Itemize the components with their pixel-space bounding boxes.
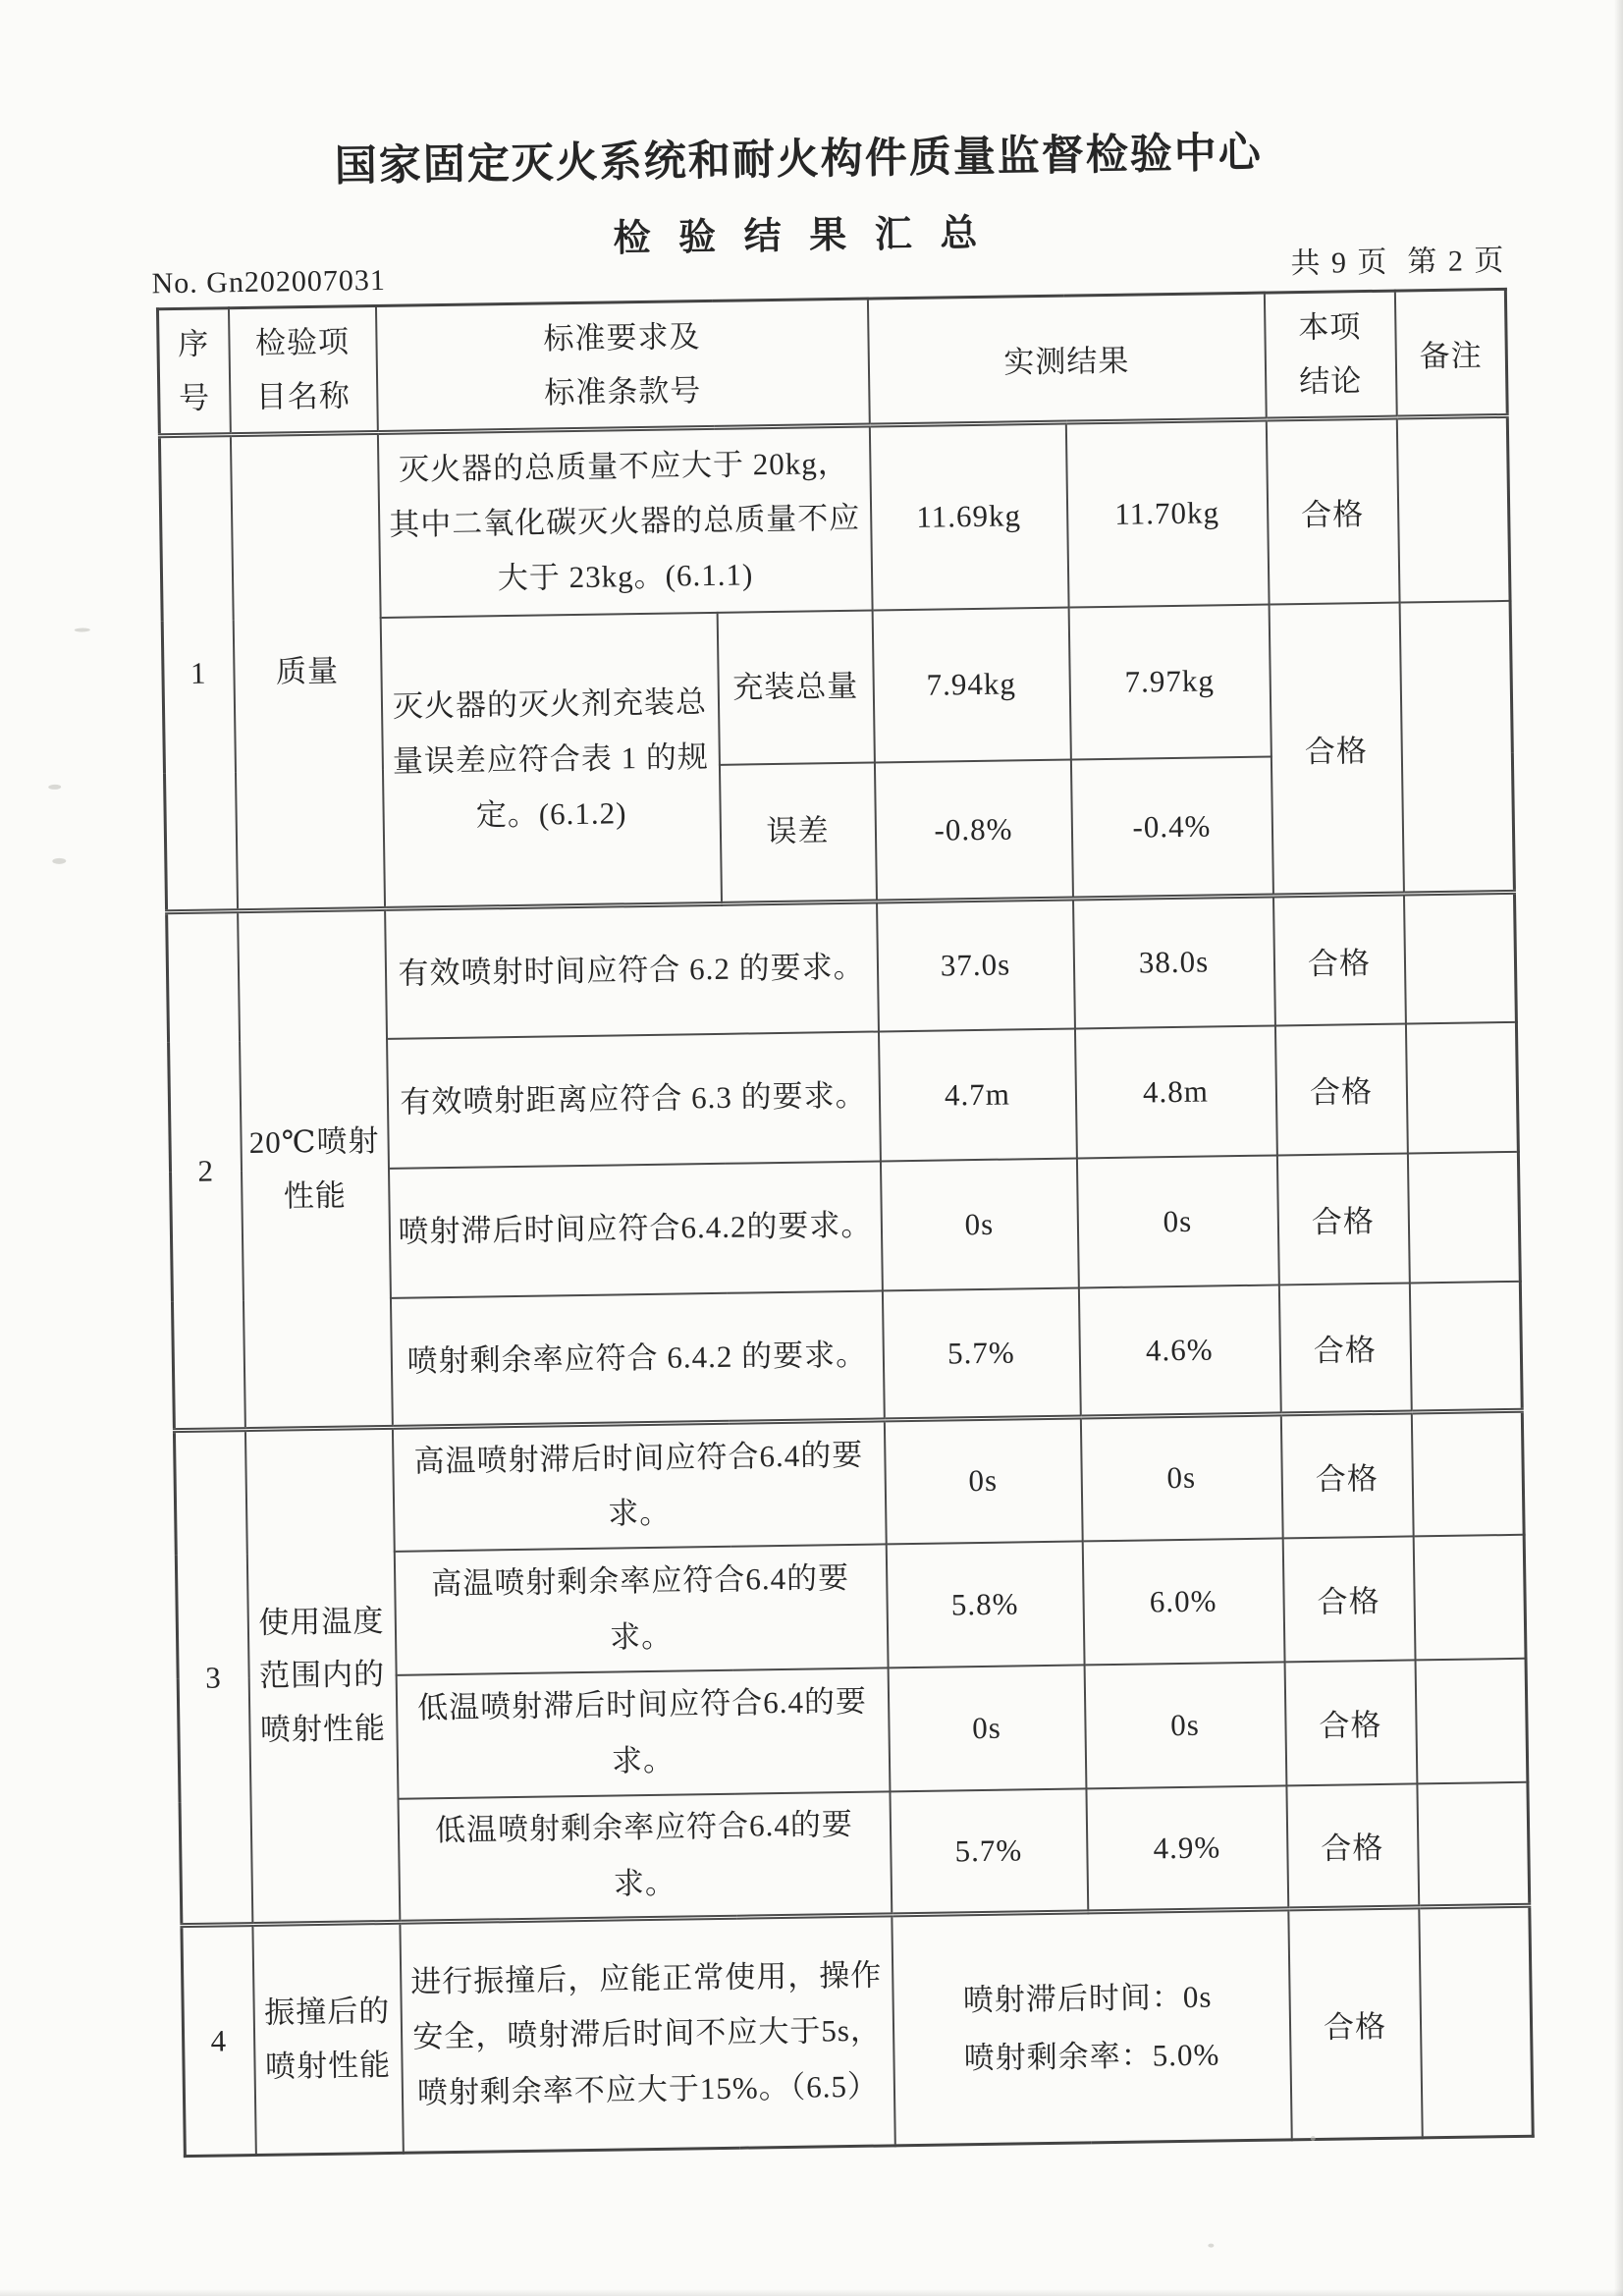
requirement-cell: 灭火器的灭火剂充装总量误差应符合表 1 的规定。(6.1.2)	[380, 612, 721, 908]
result-cell: 4.6%	[1078, 1285, 1280, 1417]
remark-cell	[1396, 415, 1510, 602]
seq-cell: 2	[167, 911, 245, 1431]
seq-cell: 1	[159, 435, 237, 912]
result-cell: 4.8m	[1074, 1025, 1276, 1158]
result-cell: 6.0%	[1082, 1538, 1284, 1665]
conclusion-cell: 合格	[1274, 1023, 1407, 1155]
conclusion-cell: 合格	[1288, 1907, 1422, 2140]
item-cell: 质量	[230, 432, 384, 910]
result-cell	[892, 1909, 1291, 2146]
result-cell: 38.0s	[1072, 896, 1274, 1028]
result-cell: 37.0s	[877, 899, 1075, 1031]
sub-label-cell: 充装总量	[717, 610, 874, 764]
requirement-cell: 喷射剩余率应符合 6.4.2 的要求。	[390, 1290, 884, 1427]
scan-edge-shadow-right	[1614, 0, 1623, 2296]
scan-speck	[1311, 2136, 1316, 2141]
conclusion-cell: 合格	[1282, 1536, 1415, 1662]
page-subtitle: 检 验 结 果 汇 总	[613, 212, 987, 260]
result-cell: 7.97kg	[1068, 604, 1271, 759]
scan-speck	[48, 785, 61, 790]
item-cell: 振撞后的喷射性能	[252, 1922, 403, 2155]
requirement-cell: 低温喷射剩余率应符合6.4的要求。	[398, 1791, 892, 1922]
conclusion-cell: 合格	[1266, 417, 1399, 604]
result-cell: 0s	[888, 1665, 1086, 1791]
header-item: 检验项目名称	[228, 305, 377, 434]
conclusion-cell: 合格	[1272, 894, 1405, 1025]
remark-cell	[1411, 1410, 1524, 1536]
result-cell: 7.94kg	[872, 607, 1070, 762]
header-conclusion: 本项结论	[1264, 291, 1396, 419]
scan-edge-shadow-bottom	[0, 2289, 1623, 2296]
header-remark: 备注	[1394, 289, 1507, 417]
table-row	[167, 892, 1517, 1041]
result-cell: 0s	[884, 1417, 1082, 1544]
remark-cell	[1405, 1021, 1518, 1153]
result-cell: 0s	[880, 1158, 1078, 1290]
requirement-cell: 低温喷射滞后时间应符合6.4的要求。	[396, 1667, 890, 1798]
remark-cell	[1415, 1658, 1528, 1783]
table-header-row	[157, 289, 1507, 435]
remark-cell	[1419, 1905, 1533, 2138]
result-cell: 5.8%	[886, 1541, 1084, 1667]
page-count-indicator: 共 9 页 第 2 页	[1290, 244, 1506, 281]
conclusion-cell: 合格	[1280, 1412, 1413, 1538]
result-cell: 5.7%	[882, 1287, 1080, 1420]
header-result: 实测结果	[867, 293, 1266, 425]
result-cell: 4.7m	[878, 1028, 1076, 1161]
item-cell: 20℃喷射性能	[238, 908, 393, 1429]
requirement-cell: 喷射滞后时间应符合6.4.2的要求。	[388, 1161, 882, 1297]
requirement-cell: 进行振撞后，应能正常使用，操作安全，喷射滞后时间不应大于5s，喷射剩余率不应大于15%。（6.5）	[400, 1915, 894, 2153]
result-cell: -0.8%	[874, 759, 1072, 902]
scan-speck	[1208, 2244, 1214, 2248]
table-row	[174, 1410, 1524, 1554]
header-standard: 标准要求及标准条款号	[375, 299, 869, 432]
requirement-cell: 高温喷射剩余率应符合6.4的要求。	[394, 1544, 888, 1674]
remark-cell	[1417, 1781, 1530, 1907]
conclusion-cell: 合格	[1284, 1660, 1417, 1785]
result-cell: 4.9%	[1086, 1785, 1288, 1912]
scan-speck	[52, 858, 66, 864]
result-lines	[962, 1968, 1219, 2088]
conclusion-cell: 合格	[1278, 1283, 1411, 1414]
remark-cell	[1399, 600, 1514, 894]
result-line: 喷射滞后时间：0s	[962, 1979, 1213, 2017]
seq-cell: 3	[174, 1430, 251, 1926]
result-cell: 0s	[1080, 1414, 1282, 1541]
scan-speck	[75, 628, 90, 631]
seq-cell: 4	[182, 1925, 255, 2157]
requirement-cell: 有效喷射时间应符合 6.2 的要求。	[385, 902, 879, 1038]
requirement-cell: 有效喷射距离应符合 6.3 的要求。	[387, 1031, 881, 1168]
result-cell: 11.69kg	[869, 422, 1068, 610]
item-cell: 使用温度范围内的喷射性能	[244, 1427, 399, 1924]
conclusion-cell: 合格	[1276, 1153, 1409, 1285]
result-cell: 0s	[1084, 1662, 1286, 1788]
table-row	[159, 415, 1510, 620]
requirement-cell: 灭火器的总质量不应大于 20kg，其中二氧化碳灭火器的总质量不应大于 23kg。(6.1.1)	[377, 425, 872, 617]
result-cell: 11.70kg	[1065, 419, 1269, 607]
remark-cell	[1413, 1534, 1526, 1660]
result-cell: -0.4%	[1070, 756, 1272, 899]
conclusion-cell: 合格	[1269, 602, 1403, 896]
result-cell: 5.7%	[890, 1788, 1088, 1915]
remark-cell	[1409, 1281, 1522, 1412]
page-title: 国家固定灭火系统和耐火构件质量监督检验中心	[334, 129, 1264, 191]
header-seq: 序号	[157, 308, 230, 436]
result-cell: 0s	[1076, 1155, 1278, 1287]
inspection-results-table	[156, 288, 1535, 2158]
requirement-cell: 高温喷射滞后时间应符合6.4的要求。	[392, 1420, 886, 1551]
report-number: No. Gn202007031	[151, 263, 387, 301]
conclusion-cell: 合格	[1286, 1783, 1419, 1909]
remark-cell	[1407, 1151, 1520, 1283]
sub-label-cell: 误差	[719, 762, 876, 903]
result-line: 喷射剩余率：5.0%	[963, 2036, 1220, 2075]
remark-cell	[1403, 892, 1516, 1023]
table-row	[182, 1905, 1533, 2156]
